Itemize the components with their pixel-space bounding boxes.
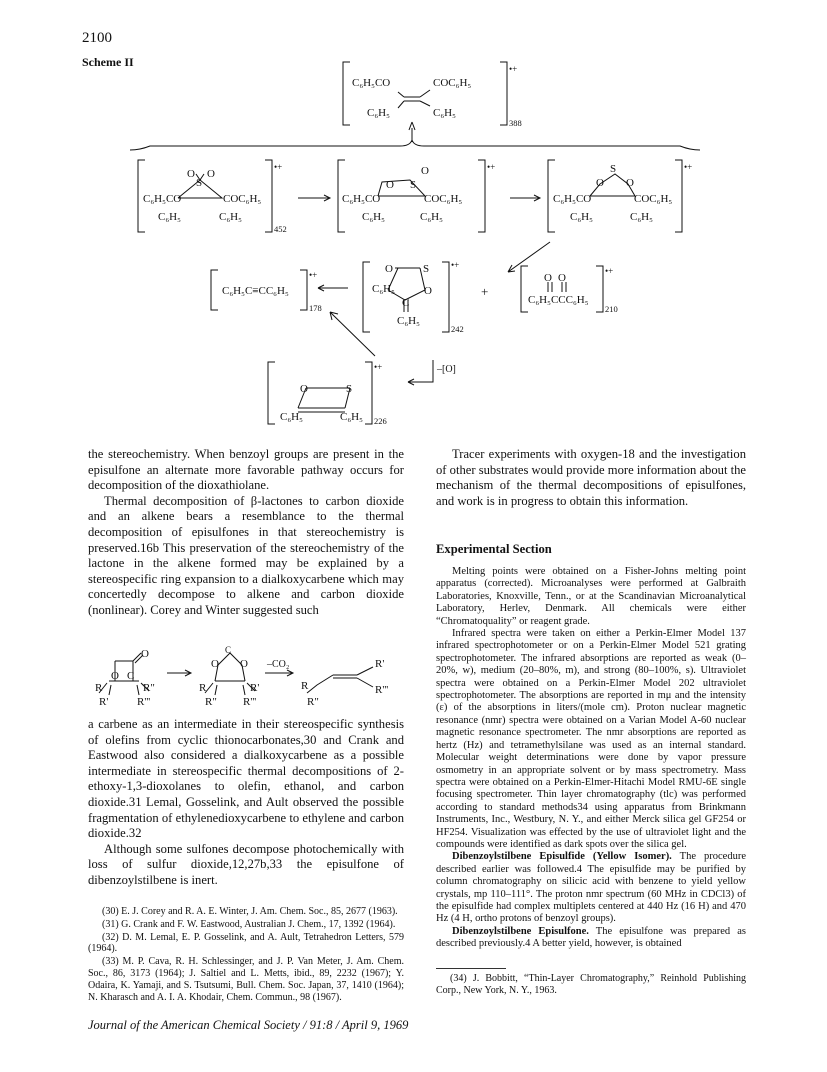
experimental-heading: Experimental Section: [436, 542, 552, 556]
radical-452: •+: [274, 162, 283, 172]
reference-32: (32) D. M. Lemal, E. P. Gosselink, and A. Ault, Tetrahedron Letters, 579 (1964).: [88, 931, 404, 955]
eq-r5: R: [199, 682, 207, 694]
c3-coph: COC₆H₅: [634, 193, 673, 205]
experimental-paragraph-1: Melting points were obtained on a Fisher-Johns melting point apparatus (corrected). Microanalyses were performed at Galbraith Laboratories, Knoxville, Tenn., or at the Scandinavian Microanalytical Laboratory, Herlev, Denmark. All chemicals were either “Chromatoquality” or reagent grade.: [436, 566, 746, 627]
eq-r12: R''': [375, 684, 389, 696]
top-phco-left: C₆H₅CO: [352, 77, 391, 89]
top-ph-left: C₆H₅: [367, 107, 390, 119]
c2-o1: O: [421, 165, 429, 177]
eq-r2: R": [143, 682, 155, 694]
c242-o2: O: [424, 285, 432, 297]
c210-o1: O: [544, 272, 552, 284]
eq-r9: R: [301, 680, 309, 692]
radical-178: •+: [309, 270, 318, 280]
mass-452: 452: [274, 224, 287, 234]
c2-ph1: C₆H₅: [362, 211, 385, 223]
c3-o2: O: [626, 177, 634, 189]
experimental-text: [436, 566, 746, 951]
c226-o: O: [300, 383, 308, 395]
mass-242: 242: [451, 324, 464, 334]
eq-r3: R': [99, 696, 109, 707]
experimental-paragraph-3: [436, 851, 746, 925]
reaction-scheme: [0, 0, 827, 440]
episulfide-text: The procedure described earlier was followed.4 The episulfide may be purified by column chromatography on silicic acid with benzene to yield yellow crystals, mp 110–111°. The proton nmr spectrum (60 MHz in CDCl3) of the episulfide had complex multiplets centered at 440 Hz (16 H) and 470 Hz (4 H, ortho protons of benzoyl groups).: [436, 851, 746, 925]
eq-r6: R': [250, 682, 260, 694]
c242-ph2: C₆H₅: [397, 315, 420, 327]
c452-ph1: C₆H₅: [158, 211, 181, 223]
eq-o2: O: [141, 648, 149, 660]
right-references: [436, 973, 746, 998]
page-number: 2100: [82, 30, 112, 46]
benzil: C₆H₅CCC₆H₅: [528, 294, 589, 306]
diphenylacetylene: C₆H₅C≡CC₆H₅: [222, 285, 289, 297]
right-column-text: [436, 447, 746, 509]
radical-388: •+: [509, 64, 518, 74]
experimental-paragraph-4: [436, 926, 746, 951]
eq-c1: C: [127, 670, 135, 682]
radical-c2: •+: [487, 162, 496, 172]
mass-210: 210: [605, 304, 618, 314]
c2-o2: O: [386, 179, 394, 191]
c226-ph2: C₆H₅: [340, 411, 363, 423]
c3-phco: C₆H₅CO: [553, 193, 592, 205]
right-paragraph-1: Tracer experiments with oxygen-18 and the investigation of other substrates would provide more information about the mechanism of the thermal decompositions of episulfones, and work is in progress to obtain this information.: [436, 447, 746, 508]
left-paragraph-2: Thermal decomposition of β-lactones to carbon dioxide and an alkene bears a resemblance to the thermal decomposition of episulfones in that stereochemistry is preserved.16b This preservation of the stereochemistry of the lactone in the alkene formed may be explained by a stereospecific ring expansion to a dialkoxycarbene which may concertedly decompose to alkene and carbon dioxide (nonlinear). Corey and Winter suggested such: [88, 493, 404, 617]
radical-c3: •+: [684, 162, 693, 172]
c452-coph: COC₆H₅: [223, 193, 262, 205]
scheme-label: Scheme II: [82, 55, 134, 69]
c452-phco: C₆H₅CO: [143, 193, 182, 205]
eq-r4: R''': [137, 696, 151, 707]
reference-30: (30) E. J. Corey and R. A. E. Winter, J. Am. Chem. Soc., 85, 2677 (1963).: [102, 906, 398, 917]
c452-o2: O: [207, 168, 215, 180]
c242-c: C: [402, 297, 410, 309]
c2-phco: C₆H₅CO: [342, 193, 381, 205]
c3-o1: O: [596, 177, 604, 189]
mass-388: 388: [509, 118, 522, 128]
eq-o4: O: [240, 658, 248, 670]
c452-o1: O: [187, 168, 195, 180]
c242-ph: C₆H₅: [372, 283, 395, 295]
eq-o3: O: [211, 658, 219, 670]
reference-31: (31) G. Crank and F. W. Eastwood, Australian J. Chem., 17, 1392 (1964).: [102, 918, 396, 930]
radical-242: •+: [451, 260, 460, 270]
c2-ph2: C₆H₅: [420, 211, 443, 223]
mass-178: 178: [309, 303, 322, 313]
reference-34: (34) J. Bobbitt, “Thin-Layer Chromatography,” Reinhold Publishing Corp., New York, N. Y., 1963.: [436, 973, 746, 996]
episulfone-text: The episulfone was prepared as described previously.4 A better yield, however, is obtained: [436, 925, 746, 950]
eq-r8: R''': [243, 696, 257, 707]
radical-210: •+: [605, 266, 614, 276]
left-column-text-2: [88, 717, 404, 889]
footnote-rule: [436, 968, 506, 969]
c210-o2: O: [558, 272, 566, 284]
eq-r1: R: [95, 682, 103, 694]
left-references: [88, 906, 404, 1004]
left-paragraph-4: Although some sulfones decompose photochemically with loss of sulfur dioxide,12,27b,33 the episulfone of dibenzoylstilbene is inert.: [88, 841, 404, 887]
reference-33: (33) M. P. Cava, R. H. Schlessinger, and J. P. Van Meter, J. Am. Chem. Soc., 86, 3173 (1964); J. Saltiel and L. Metts, ibid., 89, 2232 (1967); Y. Odaira, K. Yamaji, and S. Tsutsumi, Bull. Chem. Soc. Japan, 37, 1410 (1964); N. Kharasch and A. I. A. Khodair, Chem. Commun., 98 (1967).: [88, 956, 404, 1003]
plus-sign: +: [481, 284, 489, 299]
radical-226: •+: [374, 362, 383, 372]
eq-o1: O: [111, 670, 119, 682]
lactone-equation: [95, 645, 405, 707]
top-ph-right: C₆H₅: [433, 107, 456, 119]
eq-r10: R': [375, 658, 385, 670]
c452-s: S: [196, 177, 203, 189]
eq-carbene-c: C: [225, 645, 232, 655]
c3-ph1: C₆H₅: [570, 211, 593, 223]
episulfone-heading: Dibenzoylstilbene Episulfone.: [452, 925, 589, 937]
episulfide-heading: Dibenzoylstilbene Episulfide (Yellow Isomer).: [452, 851, 672, 863]
left-paragraph-1: the stereochemistry. When benzoyl groups are present in the episulfone an alternate more favorable pathway occurs for decomposition of the dioxathiolane.: [88, 447, 404, 493]
mass-226: 226: [374, 416, 387, 426]
c242-o1: O: [385, 263, 393, 275]
eq-r11: R": [307, 696, 319, 707]
c242-s: S: [423, 263, 430, 275]
top-coph-right: COC₆H₅: [433, 77, 472, 89]
left-column-text: [88, 447, 404, 619]
experimental-paragraph-2: Infrared spectra were taken on either a Perkin-Elmer Model 137 infrared spectrophotometer or on a Perkin-Elmer Model 521 grating spectrophotometer. The infrared absorptions are reported as weak (0–20%, w), medium (20–80%, m), and strong (80–100%, s). Ultraviolet spectra were obtained on a Perkin-Elmer Model 202 ultraviolet spectrophotometer. The absorptions are reported in mμ and the intensity (ε) of the absorptions in liters/(mole cm). Proton nuclear magnetic resonance (nmr) spectra were obtained on a Varian Model A-60 nuclear magnetic resonance spectrometer. The nmr absorptions are reported as hertz (Hz) and tetramethylsilane was used as an internal standard. Molecular weight determinations were done by vapor pressure osmometry in an appropriate solvent or by mass spectrometry. Mass spectra were obtained on a Perkin-Elmer-Hitachi Model RMU-6E single focusing spectrometer. Thin layer chromatography (tlc) was performed according to standard methods34 using apparatus from Brinkmann Instruments, Inc., Westbury, N. Y., and either Merck silica gel GF254 or HF254. Visualization was effected by the use of ultraviolet light and the compounds were identified as dark spots over the silica gel.: [436, 628, 746, 850]
eq-minus-co2: –CO₂: [267, 659, 290, 670]
oxidation-label: –[O]: [437, 364, 456, 375]
c226-ph1: C₆H₅: [280, 411, 303, 423]
c3-ph2: C₆H₅: [630, 211, 653, 223]
c3-s: S: [610, 163, 617, 175]
eq-r7: R": [205, 696, 217, 707]
c2-coph: COC₆H₅: [424, 193, 463, 205]
c2-s: S: [410, 179, 417, 191]
c226-s: S: [346, 383, 353, 395]
left-paragraph-3: a carbene as an intermediate in their stereospecific synthesis of olefins from cyclic thionocarbonates,30 and Crank and Eastwood also considered a dialkoxycarbene as a possible intermediate in stereospecific thermal decompositions of 2-ethoxy-1,3-dioxolanes to olefin, ethanol, and carbon dioxide.31 Lemal, Gosselink, and Ault observed the possible fragmentation of ethylenedioxycarbene to ethylene and carbon dioxide.32: [88, 717, 404, 841]
journal-footer: Journal of the American Chemical Society / 91:8 / April 9, 1969: [88, 1018, 409, 1032]
c452-ph2: C₆H₅: [219, 211, 242, 223]
